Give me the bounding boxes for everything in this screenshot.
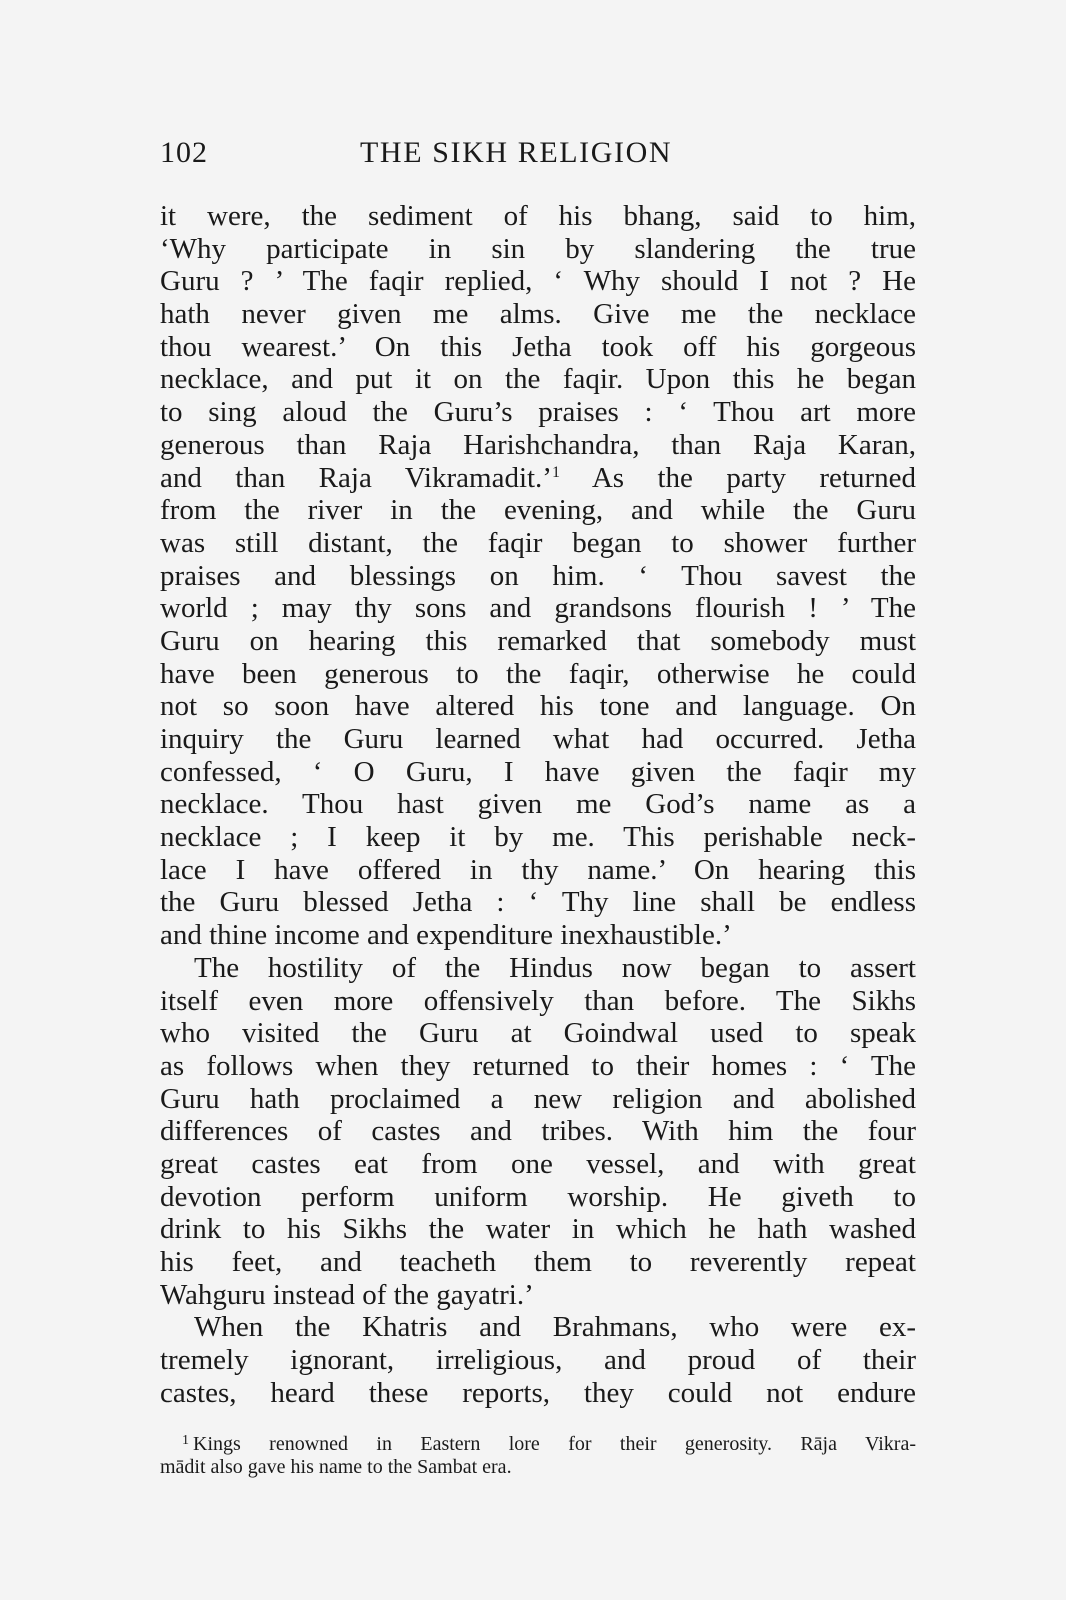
text-line: not so soon have altered his tone and language. On: [160, 690, 916, 723]
text-line: necklace ; I keep it by me. This perishable neck-: [160, 821, 916, 854]
text-line: differences of castes and tribes. With him the four: [160, 1115, 916, 1148]
body-text: [160, 200, 916, 1409]
footnote-line: mādit also gave his name to the Sambat era.: [160, 1456, 512, 1478]
text-line: itself even more offensively than before. The Sikhs: [160, 984, 916, 1017]
text-line: as follows when they returned to their homes : ‘ The: [160, 1049, 916, 1082]
text-line: his feet, and teacheth them to reverently repeat: [160, 1246, 916, 1278]
text-line: drink to his Sikhs the water in which he hath washed: [160, 1213, 916, 1246]
text-line: Wahguru instead of the gayatri.’: [160, 1278, 534, 1311]
text-line: lace I have offered in thy name.’ On hearing this: [160, 853, 916, 886]
text-line-part: As the party returned: [559, 461, 916, 494]
text-line: [160, 462, 916, 495]
text-line: Guru ? ’ The faqir replied, ‘ Why should I not ? He: [160, 265, 916, 298]
text-line: ‘Why participate in sin by slandering the true: [160, 232, 916, 265]
text-line: great castes eat from one vessel, and with great: [160, 1147, 916, 1180]
footnote-marker: 1: [182, 1433, 189, 1448]
footnote-reference: 1: [551, 463, 560, 481]
text-line: who visited the Guru at Goindwal used to speak: [160, 1017, 916, 1050]
footnote-line: [160, 1428, 916, 1454]
text-line: When the Khatris and Brahmans, who were ex-: [194, 1311, 916, 1344]
text-line: devotion perform uniform worship. He giveth to: [160, 1180, 916, 1213]
footnote-text: Kings renowned in Eastern lore for their generosity. Rāja Vikra-: [193, 1433, 916, 1455]
text-line: have been generous to the faqir, otherwise he could: [160, 657, 916, 690]
text-line: generous than Raja Harishchandra, than Raja Karan,: [160, 428, 916, 461]
running-title: THE SIKH RELIGION: [360, 136, 673, 169]
text-line: thou wearest.’ On this Jetha took off his gorgeous: [160, 330, 916, 363]
running-head: [160, 136, 916, 176]
text-line: and thine income and expenditure inexhaustible.’: [160, 919, 732, 952]
text-line: castes, heard these reports, they could not endure: [160, 1376, 916, 1409]
text-line: Guru hath proclaimed a new religion and abolished: [160, 1082, 916, 1115]
footnote: [160, 1428, 916, 1480]
text-line: to sing aloud the Guru’s praises : ‘ Thou art more: [160, 396, 916, 429]
text-line: was still distant, the faqir began to shower further: [160, 526, 916, 559]
text-line: it were, the sediment of his bhang, said to him,: [160, 200, 916, 232]
text-line-part: and than Raja Vikramadit.’: [160, 461, 552, 494]
text-line: necklace. Thou hast given me God’s name as a: [160, 788, 916, 821]
page-number: 102: [160, 136, 208, 169]
text-line: The hostility of the Hindus now began to assert: [194, 951, 916, 984]
text-line: praises and blessings on him. ‘ Thou savest the: [160, 559, 916, 592]
text-line: from the river in the evening, and while the Guru: [160, 494, 916, 527]
text-line: Guru on hearing this remarked that somebody must: [160, 624, 916, 657]
text-line: the Guru blessed Jetha : ‘ Thy line shall be endless: [160, 886, 916, 919]
text-line: tremely ignorant, irreligious, and proud of their: [160, 1344, 916, 1377]
text-line: world ; may thy sons and grandsons flourish ! ’ The: [160, 592, 916, 625]
text-line: inquiry the Guru learned what had occurred. Jetha: [160, 723, 916, 755]
text-line: necklace, and put it on the faqir. Upon this he began: [160, 363, 916, 396]
text-line: hath never given me alms. Give me the necklace: [160, 298, 916, 331]
text-line: confessed, ‘ O Guru, I have given the faqir my: [160, 755, 916, 788]
